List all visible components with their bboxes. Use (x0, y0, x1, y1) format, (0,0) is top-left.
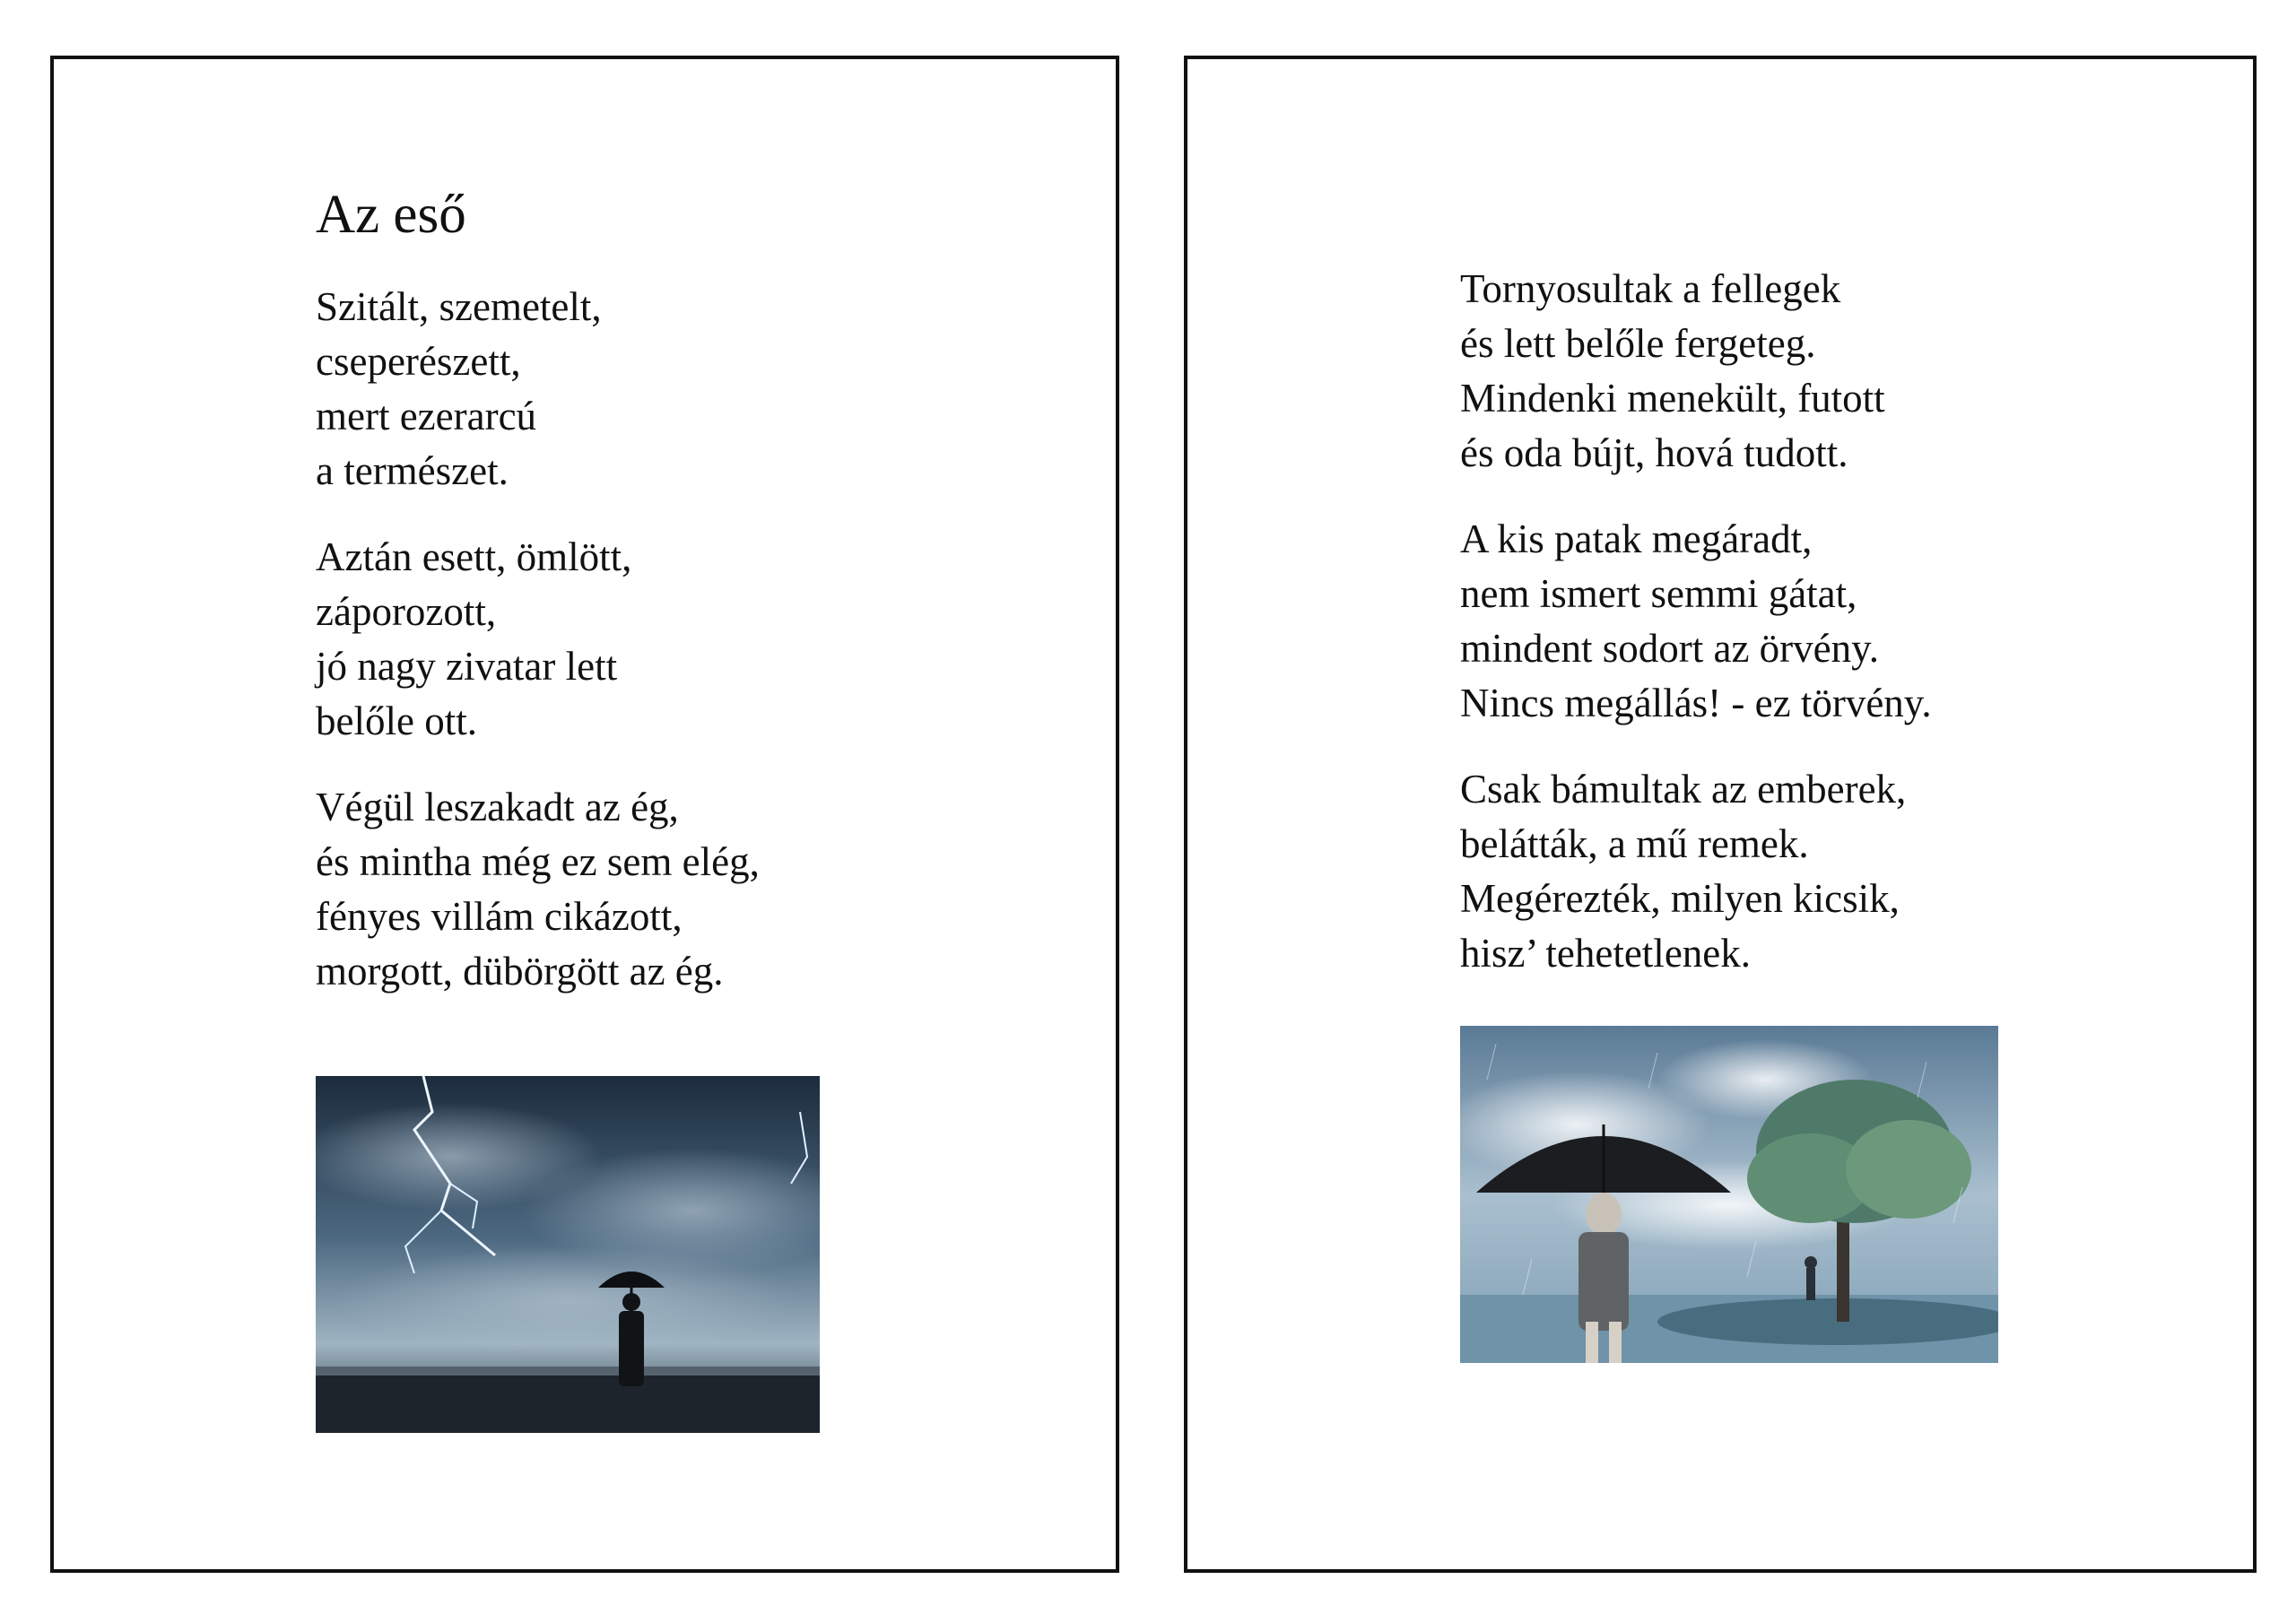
verse-line: és mintha még ez sem elég, (316, 839, 760, 884)
verse-line: Megérezték, milyen kicsik, (1460, 876, 1900, 921)
verse-line: mert ezerarcú (316, 394, 537, 438)
verse-line: belátták, a mű remek. (1460, 821, 1809, 866)
left-page (50, 56, 1119, 1573)
verse-line: Nincs megállás! - ez törvény. (1460, 681, 1932, 725)
verse-line: morgott, dübörgött az ég. (316, 949, 724, 994)
verse-line: belőle ott. (316, 699, 477, 743)
verse-line: Tornyosultak a fellegek (1460, 266, 1841, 311)
verse-line: és lett belőle fergeteg. (1460, 321, 1816, 366)
verse-line: Mindenki menekült, futott (1460, 376, 1885, 421)
verse-line: a természet. (316, 448, 509, 493)
verse-line: hisz’ tehetetlenek. (1460, 931, 1752, 976)
verse-line: Csak bámultak az emberek, (1460, 767, 1907, 812)
stanza-5 (1460, 512, 1932, 731)
stanza-1 (316, 280, 602, 499)
verse-line: Aztán esett, ömlött, (316, 534, 632, 579)
stanza-3 (316, 780, 760, 999)
verse-line: A kis patak megáradt, (1460, 516, 1813, 561)
stanza-6 (1460, 762, 1906, 981)
verse-line: Végül leszakadt az ég, (316, 785, 679, 829)
storm-illustration (316, 1076, 820, 1433)
stanza-2 (316, 530, 631, 749)
rain-photo (1460, 1026, 1998, 1363)
stanza-4 (1460, 262, 1885, 481)
verse-line: záporozott, (316, 589, 497, 634)
right-page (1184, 56, 2257, 1573)
verse-line: Szitált, szemetelt, (316, 284, 602, 329)
verse-line: nem ismert semmi gátat, (1460, 571, 1857, 616)
poem-title: Az eső (316, 185, 466, 245)
verse-line: cseperészett, (316, 339, 521, 384)
verse-line: mindent sodort az örvény. (1460, 626, 1879, 671)
verse-line: jó nagy zivatar lett (316, 644, 618, 689)
rain-illustration (1460, 1026, 1998, 1363)
storm-photo (316, 1076, 820, 1433)
verse-line: és oda bújt, hová tudott. (1460, 430, 1848, 475)
verse-line: fényes villám cikázott, (316, 894, 683, 939)
